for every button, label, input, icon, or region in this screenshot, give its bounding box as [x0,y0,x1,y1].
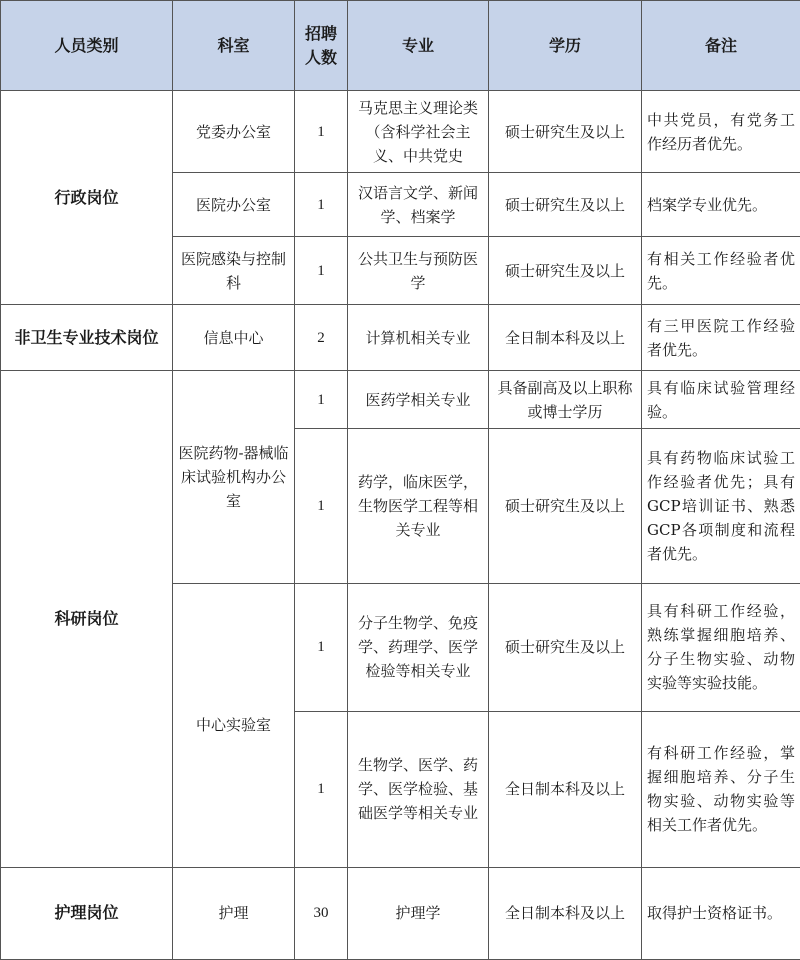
remarks-cell: 中共党员，有党务工作经历者优先。 [642,91,800,173]
major-cell: 马克思主义理论类（含科学社会主义、中共党史 [348,91,489,173]
major-cell: 计算机相关专业 [348,305,489,371]
education-cell: 硕士研究生及以上 [489,91,642,173]
major-cell: 生物学、医学、药学、医学检验、基础医学等相关专业 [348,711,489,867]
remarks-cell: 具有科研工作经验，熟练掌握细胞培养、分子生物实验、动物实验等实验技能。 [642,583,800,711]
header-count: 招聘人数 [295,1,348,91]
category-nursing: 护理岗位 [1,867,173,959]
education-cell: 全日制本科及以上 [489,711,642,867]
education-cell: 硕士研究生及以上 [489,583,642,711]
remarks-cell: 有相关工作经验者优先。 [642,237,800,305]
header-education: 学历 [489,1,642,91]
department-cell: 医院感染与控制科 [173,237,295,305]
education-cell: 全日制本科及以上 [489,867,642,959]
count-cell: 2 [295,305,348,371]
education-cell: 具备副高及以上职称或博士学历 [489,371,642,429]
remarks-cell: 具有临床试验管理经验。 [642,371,800,429]
count-cell: 1 [295,173,348,237]
count-cell: 1 [295,583,348,711]
major-cell: 公共卫生与预防医学 [348,237,489,305]
remarks-cell: 有科研工作经验，掌握细胞培养、分子生物实验、动物实验等相关工作者优先。 [642,711,800,867]
header-remarks: 备注 [642,1,800,91]
remarks-cell: 有三甲医院工作经验者优先。 [642,305,800,371]
department-cell: 中心实验室 [173,583,295,867]
header-department: 科室 [173,1,295,91]
major-cell: 药学，临床医学，生物医学工程等相关专业 [348,429,489,583]
header-row [1,1,800,91]
category-admin: 行政岗位 [1,91,173,305]
education-cell: 硕士研究生及以上 [489,173,642,237]
category-non-health: 非卫生专业技术岗位 [1,305,173,371]
table-row [1,91,800,173]
education-cell: 硕士研究生及以上 [489,237,642,305]
department-cell: 党委办公室 [173,91,295,173]
major-cell: 护理学 [348,867,489,959]
count-cell: 1 [295,371,348,429]
major-cell: 医药学相关专业 [348,371,489,429]
department-cell: 医院办公室 [173,173,295,237]
table-row [1,867,800,959]
category-research: 科研岗位 [1,371,173,868]
count-cell: 1 [295,429,348,583]
count-cell: 30 [295,867,348,959]
education-cell: 全日制本科及以上 [489,305,642,371]
count-cell: 1 [295,711,348,867]
header-category: 人员类别 [1,1,173,91]
department-cell: 信息中心 [173,305,295,371]
remarks-cell: 具有药物临床试验工作经验者优先；具有GCP培训证书、熟悉GCP各项制度和流程者优先。 [642,429,800,583]
table-row [1,305,800,371]
department-cell: 医院药物-器械临床试验机构办公室 [173,371,295,583]
major-cell: 汉语言文学、新闻学、档案学 [348,173,489,237]
count-cell: 1 [295,237,348,305]
table-row [1,371,800,429]
remarks-cell: 取得护士资格证书。 [642,867,800,959]
count-cell: 1 [295,91,348,173]
header-major: 专业 [348,1,489,91]
major-cell: 分子生物学、免疫学、药理学、医学检验等相关专业 [348,583,489,711]
education-cell: 硕士研究生及以上 [489,429,642,583]
remarks-cell: 档案学专业优先。 [642,173,800,237]
department-cell: 护理 [173,867,295,959]
